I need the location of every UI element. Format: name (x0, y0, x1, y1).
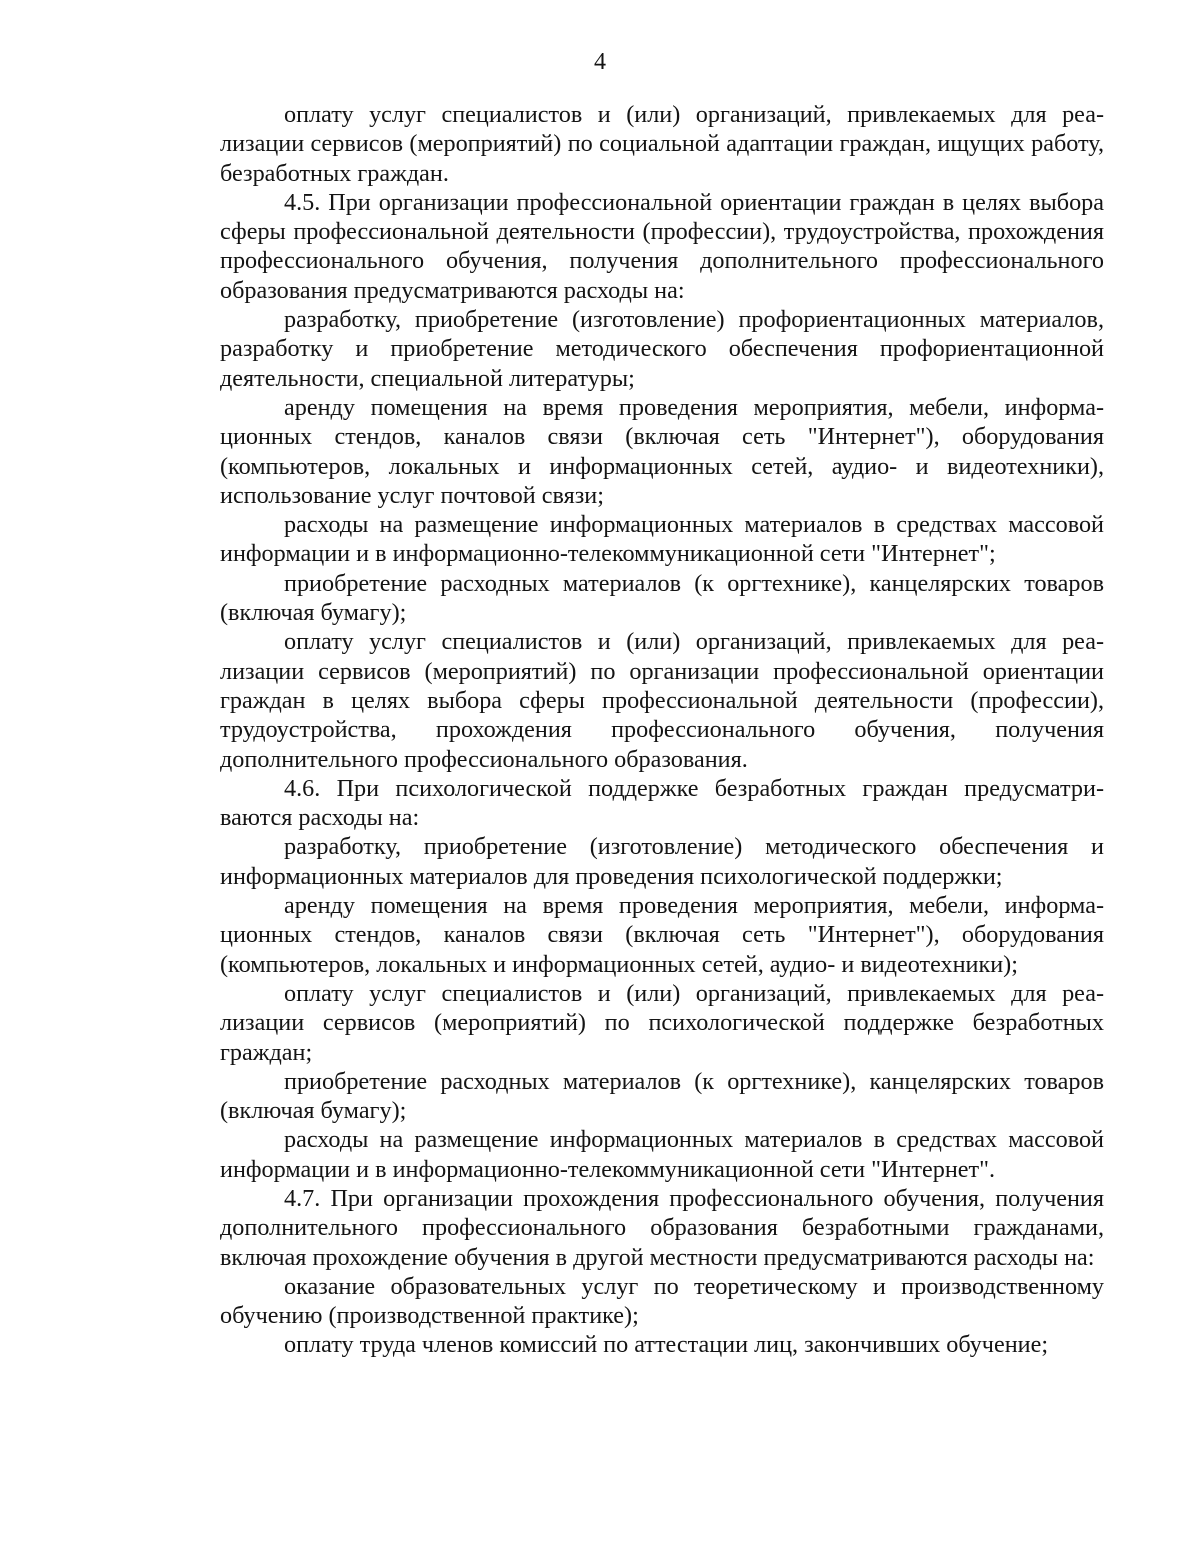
paragraph-section-4-7: 4.7. При организации прохождения профессионального обучения, получения дополнительного профессионального образования безработными гражданами, включая прохождение обучения в другой местности предусматриваются расходы на: (220, 1184, 1104, 1271)
paragraph: аренду помещения на время проведения мероприятия, мебели, информационных стендов, каналов связи (включая сеть "Интернет"), оборудования (компьютеров, локальных и информационных сетей, аудио- и видеотехники), использование услуг почтовой связи; (220, 393, 1104, 509)
paragraph: оплату услуг специалистов и (или) организаций, привлекаемых для реализации сервисов (мероприятий) по психологической поддержке безработных граждан; (220, 979, 1104, 1066)
paragraph: расходы на размещение информационных материалов в средствах массовой информации и в информационно-телекоммуникационной сети "Интернет". (220, 1126, 1104, 1183)
paragraph: разработку, приобретение (изготовление) методического обеспечения и информационных материалов для проведения психологической поддержки; (220, 833, 1104, 890)
paragraph: оплату труда членов комиссий по аттестации лиц, закончивших обучение; (284, 1331, 1049, 1359)
document-body (220, 100, 1104, 1360)
paragraph: аренду помещения на время проведения мероприятия, мебели, информационных стендов, каналов связи (включая сеть "Интернет"), оборудования (компьютеров, локальных и информационных сетей, аудио- и видеотехники); (220, 892, 1104, 978)
page-number: 4 (594, 49, 606, 75)
paragraph: оказание образовательных услуг по теоретическому и производственному обучению (производственной практике); (220, 1272, 1104, 1330)
paragraph: оплату услуг специалистов и (или) организаций, привлекаемых для реализации сервисов (мероприятий) по организации профессиональной ориентации граждан в целях выбора сферы профессиональной деятельности (профессии), трудоустройства, прохождения профессионального обучения, получения дополнительного профессионального образования. (220, 628, 1104, 773)
paragraph: расходы на размещение информационных материалов в средствах массовой информации и в информационно-телекоммуникационной сети "Интернет"; (220, 511, 1104, 568)
paragraph: разработку, приобретение (изготовление) профориентационных материалов, разработку и приобретение методического обеспечения профориентационной деятельности, специальной литературы; (220, 306, 1104, 392)
paragraph-section-4-6: 4.6. При психологической поддержке безработных граждан предусматриваются расходы на: (220, 774, 1104, 832)
paragraph: приобретение расходных материалов (к оргтехнике), канцелярских товаров (включая бумагу); (220, 569, 1104, 627)
paragraph: приобретение расходных материалов (к оргтехнике), канцелярских товаров (включая бумагу); (220, 1067, 1104, 1125)
paragraph: оплату услуг специалистов и (или) организаций, привлекаемых для реализации сервисов (мероприятий) по социальной адаптации граждан, ищущих работу, безработных граждан. (220, 101, 1104, 187)
paragraph-section-4-5: 4.5. При организации профессиональной ориентации граждан в целях выбора сферы профессиональной деятельности (профессии), трудоустройства, прохождения профессионального обучения, получения дополнительного профессионального образования предусматриваются расходы на: (220, 188, 1104, 304)
